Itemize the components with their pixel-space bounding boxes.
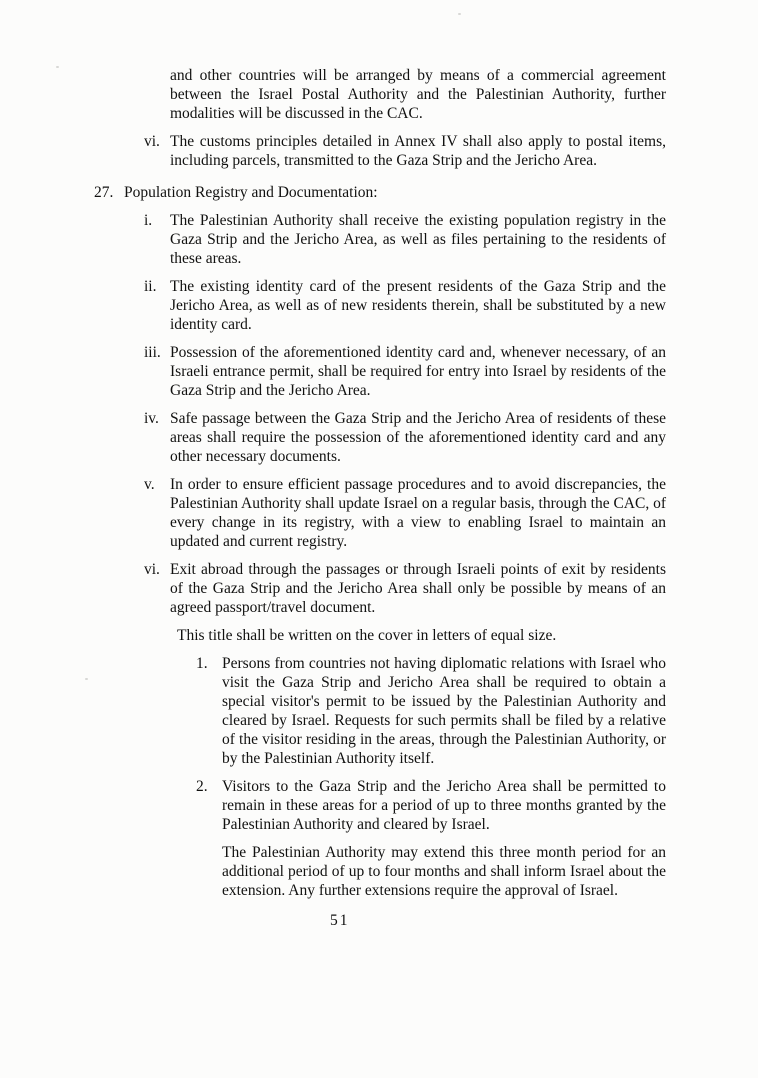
list-marker: ii.: [144, 278, 157, 295]
list-item-i: [144, 211, 758, 268]
list-item-text: Safe passage between the Gaza Strip and the Jericho Area of residents of these areas shall require the possession of the aforementioned identity card and any other necessary documents.: [170, 410, 666, 465]
note-line: [177, 626, 758, 645]
list-item-iii: [144, 343, 758, 400]
page-number: 51: [330, 912, 350, 929]
list-item-text: In order to ensure efficient passage procedures and to avoid discrepancies, the Palestinian Authority shall update Israel on a regular basis, through the CAC, of every change in its registry, with a view to enabling Israel to maintain an updated and current registry.: [170, 476, 666, 550]
continuation-paragraph: [170, 66, 758, 123]
list-item-text: Persons from countries not having diplomatic relations with Israel who visit the Gaza Strip and Jericho Area shall be required to obtain a special visitor's permit to be issued by the Palestinian Authority and cleared by Israel. Requests for such permits shall be filed by a relative of the visitor residing in the areas, through the Palestinian Authority, or by the Palestinian Authority itself.: [222, 655, 666, 767]
list-item-ii: [144, 277, 758, 334]
numbered-item-1: [196, 654, 758, 768]
list-item-text: The customs principles detailed in Annex IV shall also apply to postal items, including parcels, transmitted to the Gaza Strip and the Jericho Area.: [170, 133, 666, 169]
list-item-v: [144, 475, 758, 551]
list-item-text: The existing identity card of the present residents of the Gaza Strip and the Jericho Area, as well as of new residents therein, shall be substituted by a new identity card.: [170, 278, 666, 333]
section-title: Population Registry and Documentation:: [124, 184, 378, 201]
list-marker: v.: [144, 476, 155, 493]
list-marker: i.: [144, 212, 153, 229]
scan-speck: [56, 66, 59, 68]
continuation-paragraph: [222, 843, 758, 900]
list-marker: vi.: [144, 133, 160, 150]
note-text: This title shall be written on the cover in letters of equal size.: [177, 627, 557, 644]
numbered-item-2: [196, 777, 758, 834]
list-item-text: Possession of the aforementioned identity card and, whenever necessary, of an Israeli entrance permit, shall be required for entry into Israel by residents of the Gaza Strip and the Jericho Area.: [170, 344, 666, 399]
section-heading-27: [94, 183, 758, 202]
list-item-vi-postal: [144, 132, 758, 170]
list-marker: 1.: [196, 655, 208, 672]
section-number: 27.: [94, 184, 114, 201]
list-marker: 2.: [196, 778, 208, 795]
list-item-iv: [144, 409, 758, 466]
list-marker: iii.: [144, 344, 161, 361]
scan-speck: [85, 678, 88, 680]
list-item-text: Visitors to the Gaza Strip and the Jericho Area shall be permitted to remain in these areas for a period of up to three months granted by the Palestinian Authority and cleared by Israel.: [222, 778, 666, 833]
paragraph-text: and other countries will be arranged by means of a commercial agreement between the Israel Postal Authority and the Palestinian Authority, further modalities will be discussed in the CAC.: [170, 67, 666, 122]
list-marker: vi.: [144, 561, 160, 578]
paragraph-text: The Palestinian Authority may extend this three month period for an additional period of up to four months and shall inform Israel about the extension. Any further extensions require the approval of Israel.: [222, 844, 666, 899]
list-item-vi-exit: [144, 560, 758, 617]
list-marker: iv.: [144, 410, 159, 427]
scan-speck: [458, 13, 461, 15]
list-item-text: The Palestinian Authority shall receive the existing population registry in the Gaza Strip and the Jericho Area, as well as files pertaining to the residents of these areas.: [170, 212, 666, 267]
list-item-text: Exit abroad through the passages or through Israeli points of exit by residents of the Gaza Strip and the Jericho Area shall only be possible by means of an agreed passport/travel document.: [170, 561, 666, 616]
